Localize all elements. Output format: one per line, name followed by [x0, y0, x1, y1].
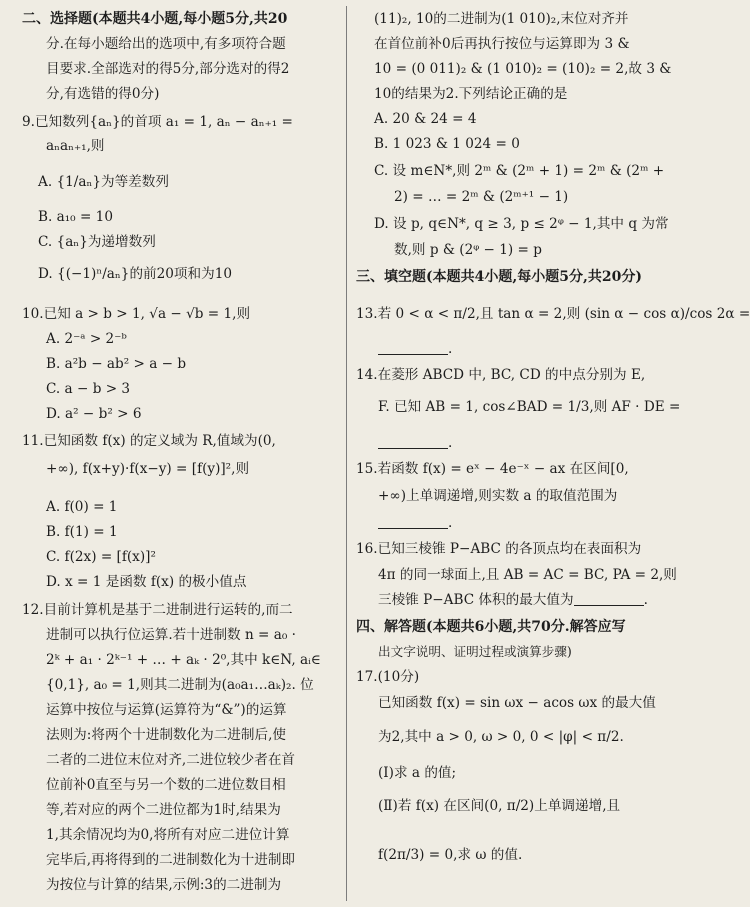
question-12-stem-cont: 10 = (0 011)₂ & (1 010)₂ = (10)₂ = 2,故 3 & [374, 61, 672, 77]
question-12-stem-cont: {0,1}, a₀ = 1,则其二进制为(a₀a₁…aₖ)₂. 位 [46, 677, 314, 693]
section-instruction-line: 分,有选错的得0分) [46, 86, 160, 102]
question-10-stem: 10.已知 a > b > 1, √a − √b = 1,则 [22, 306, 251, 322]
section-title-fill-in: 三、填空题(本题共4小题,每小题5分,共20分) [356, 269, 642, 285]
section-instruction-line: 目要求.全部选对的得5分,部分选对的得2 [46, 61, 290, 77]
question-17-part-1: (Ⅰ)求 a 的值; [378, 765, 457, 781]
question-12-stem-cont: 在首位前补0后再执行按位与运算即为 3 & [374, 36, 630, 52]
question-12-stem-cont: 完毕后,再将得到的二进制数化为十进制即 [46, 852, 296, 868]
question-12-stem: 12.目前计算机是基于二进制进行运转的,而二 [22, 602, 293, 618]
question-15-stem: 15.若函数 f(x) = eˣ − 4e⁻ˣ − ax 在区间[0, [356, 461, 629, 477]
question-12-stem-cont: 二者的二进位末位对齐,二进位较少者在首 [46, 752, 296, 768]
question-17-part-2-cont: f(2π/3) = 0,求 ω 的值. [378, 847, 523, 863]
column-divider [346, 6, 347, 901]
question-13-stem: 13.若 0 < α < π/2,且 tan α = 2,则 (sin α − cos α)/cos 2α = [356, 306, 750, 322]
question-12-stem-cont: 等,若对应的两个二进位都为1时,结果为 [46, 802, 281, 818]
question-17-header: 17.(10分) [356, 669, 420, 685]
question-12-option-d: D. 设 p, q∈N*, q ≥ 3, p ≤ 2ᵠ − 1,其中 q 为常 [374, 216, 669, 232]
question-12-stem-cont: 2ᵏ + a₁ · 2ᵏ⁻¹ + … + aₖ · 2⁰,其中 k∈N, aᵢ∈ [46, 652, 321, 668]
question-11-option-b: B. f(1) = 1 [46, 524, 118, 540]
question-12-stem-cont: (11)₂, 10的二进制为(1 010)₂,末位对齐并 [374, 11, 629, 27]
question-12-option-a: A. 20 & 24 = 4 [374, 111, 477, 127]
question-10-option-a: A. 2⁻ᵃ > 2⁻ᵇ [46, 331, 127, 347]
question-11-option-d: D. x = 1 是函数 f(x) 的极小值点 [46, 574, 247, 590]
question-14-stem: 14.在菱形 ABCD 中, BC, CD 的中点分别为 E, [356, 367, 646, 383]
question-15-stem-cont: +∞)上单调递增,则实数 a 的取值范围为 [378, 488, 618, 504]
question-9-stem: 9.已知数列{aₙ}的首项 a₁ = 1, aₙ − aₙ₊₁ = [22, 114, 293, 130]
question-12-stem-cont: 运算中按位与运算(运算符为“&”)的运算 [46, 702, 287, 718]
section-title-multiple-choice: 二、选择题(本题共4小题,每小题5分,共20 [22, 11, 288, 27]
question-12-stem-cont: 进制可以执行位运算.若十进制数 n = a₀ · [46, 627, 296, 643]
question-12-option-c-cont: 2) = … = 2ᵐ & (2ᵐ⁺¹ − 1) [394, 189, 569, 205]
question-16-text: 三棱锥 P−ABC 体积的最大值为 [378, 592, 574, 608]
question-10-option-b: B. a²b − ab² > a − b [46, 356, 187, 372]
question-16-stem-cont: 4π 的同一球面上,且 AB = AC = BC, PA = 2,则 [378, 567, 677, 583]
question-12-option-d-cont: 数,则 p & (2ᵠ − 1) = p [394, 242, 542, 258]
question-11-option-c: C. f(2x) = [f(x)]² [46, 549, 156, 565]
right-column [350, 0, 750, 907]
question-9-option-a: A. {1/aₙ}为等差数列 [38, 174, 169, 190]
question-12-stem-cont: 1,其余情况均为0,将所有对应二进位计算 [46, 827, 290, 843]
question-12-stem-cont: 法则为:将两个十进制数化为二进制后,使 [46, 727, 286, 743]
question-15-answer-blank: . [378, 514, 452, 532]
section-instruction-line: 分.在每小题给出的选项中,有多项符合题 [46, 36, 286, 52]
question-12-stem-cont: 10的结果为2.下列结论正确的是 [374, 86, 568, 102]
question-17-stem: 已知函数 f(x) = sin ωx − acos ωx 的最大值 [378, 695, 656, 711]
question-13-answer-blank: . [378, 340, 452, 358]
section-instruction-line: 出文字说明、证明过程或演算步骤) [378, 644, 572, 659]
question-17-part-2: (Ⅱ)若 f(x) 在区间(0, π/2)上单调递增,且 [378, 798, 621, 814]
question-11-option-a: A. f(0) = 1 [46, 499, 118, 515]
question-10-option-c: C. a − b > 3 [46, 381, 131, 397]
question-17-stem-cont: 为2,其中 a > 0, ω > 0, 0 < |φ| < π/2. [378, 729, 624, 745]
question-9-option-b: B. a₁₀ = 10 [38, 209, 113, 225]
question-14-answer-blank: . [378, 434, 452, 452]
question-12-option-c: C. 设 m∈N*,则 2ᵐ & (2ᵐ + 1) = 2ᵐ & (2ᵐ + [374, 163, 665, 179]
question-14-stem-cont: F. 已知 AB = 1, cos∠BAD = 1/3,则 AF · DE = [378, 399, 681, 415]
question-9-option-c: C. {aₙ}为递增数列 [38, 234, 156, 250]
question-16-stem: 16.已知三棱锥 P−ABC 的各顶点均在表面积为 [356, 541, 642, 557]
question-12-stem-cont: 为按位与计算的结果,示例:3的二进制为 [46, 877, 282, 893]
question-12-option-b: B. 1 023 & 1 024 = 0 [374, 136, 520, 152]
question-11-stem: 11.已知函数 f(x) 的定义域为 R,值域为(0, [22, 433, 276, 449]
question-9-stem-cont: aₙaₙ₊₁,则 [46, 138, 105, 154]
question-10-option-d: D. a² − b² > 6 [46, 406, 142, 422]
section-title-solutions: 四、解答题(本题共6小题,共70分.解答应写 [356, 619, 626, 635]
question-16-stem-cont: 三棱锥 P−ABC 体积的最大值为 . [378, 592, 648, 608]
question-9-option-d: D. {(−1)ⁿ/aₙ}的前20项和为10 [38, 266, 233, 282]
question-11-stem-cont: +∞), f(x+y)·f(x−y) = [f(y)]²,则 [46, 461, 250, 477]
left-column [0, 0, 344, 907]
question-16-answer-blank [574, 591, 644, 606]
question-12-stem-cont: 位前补0直至与另一个数的二进位数目相 [46, 777, 286, 793]
